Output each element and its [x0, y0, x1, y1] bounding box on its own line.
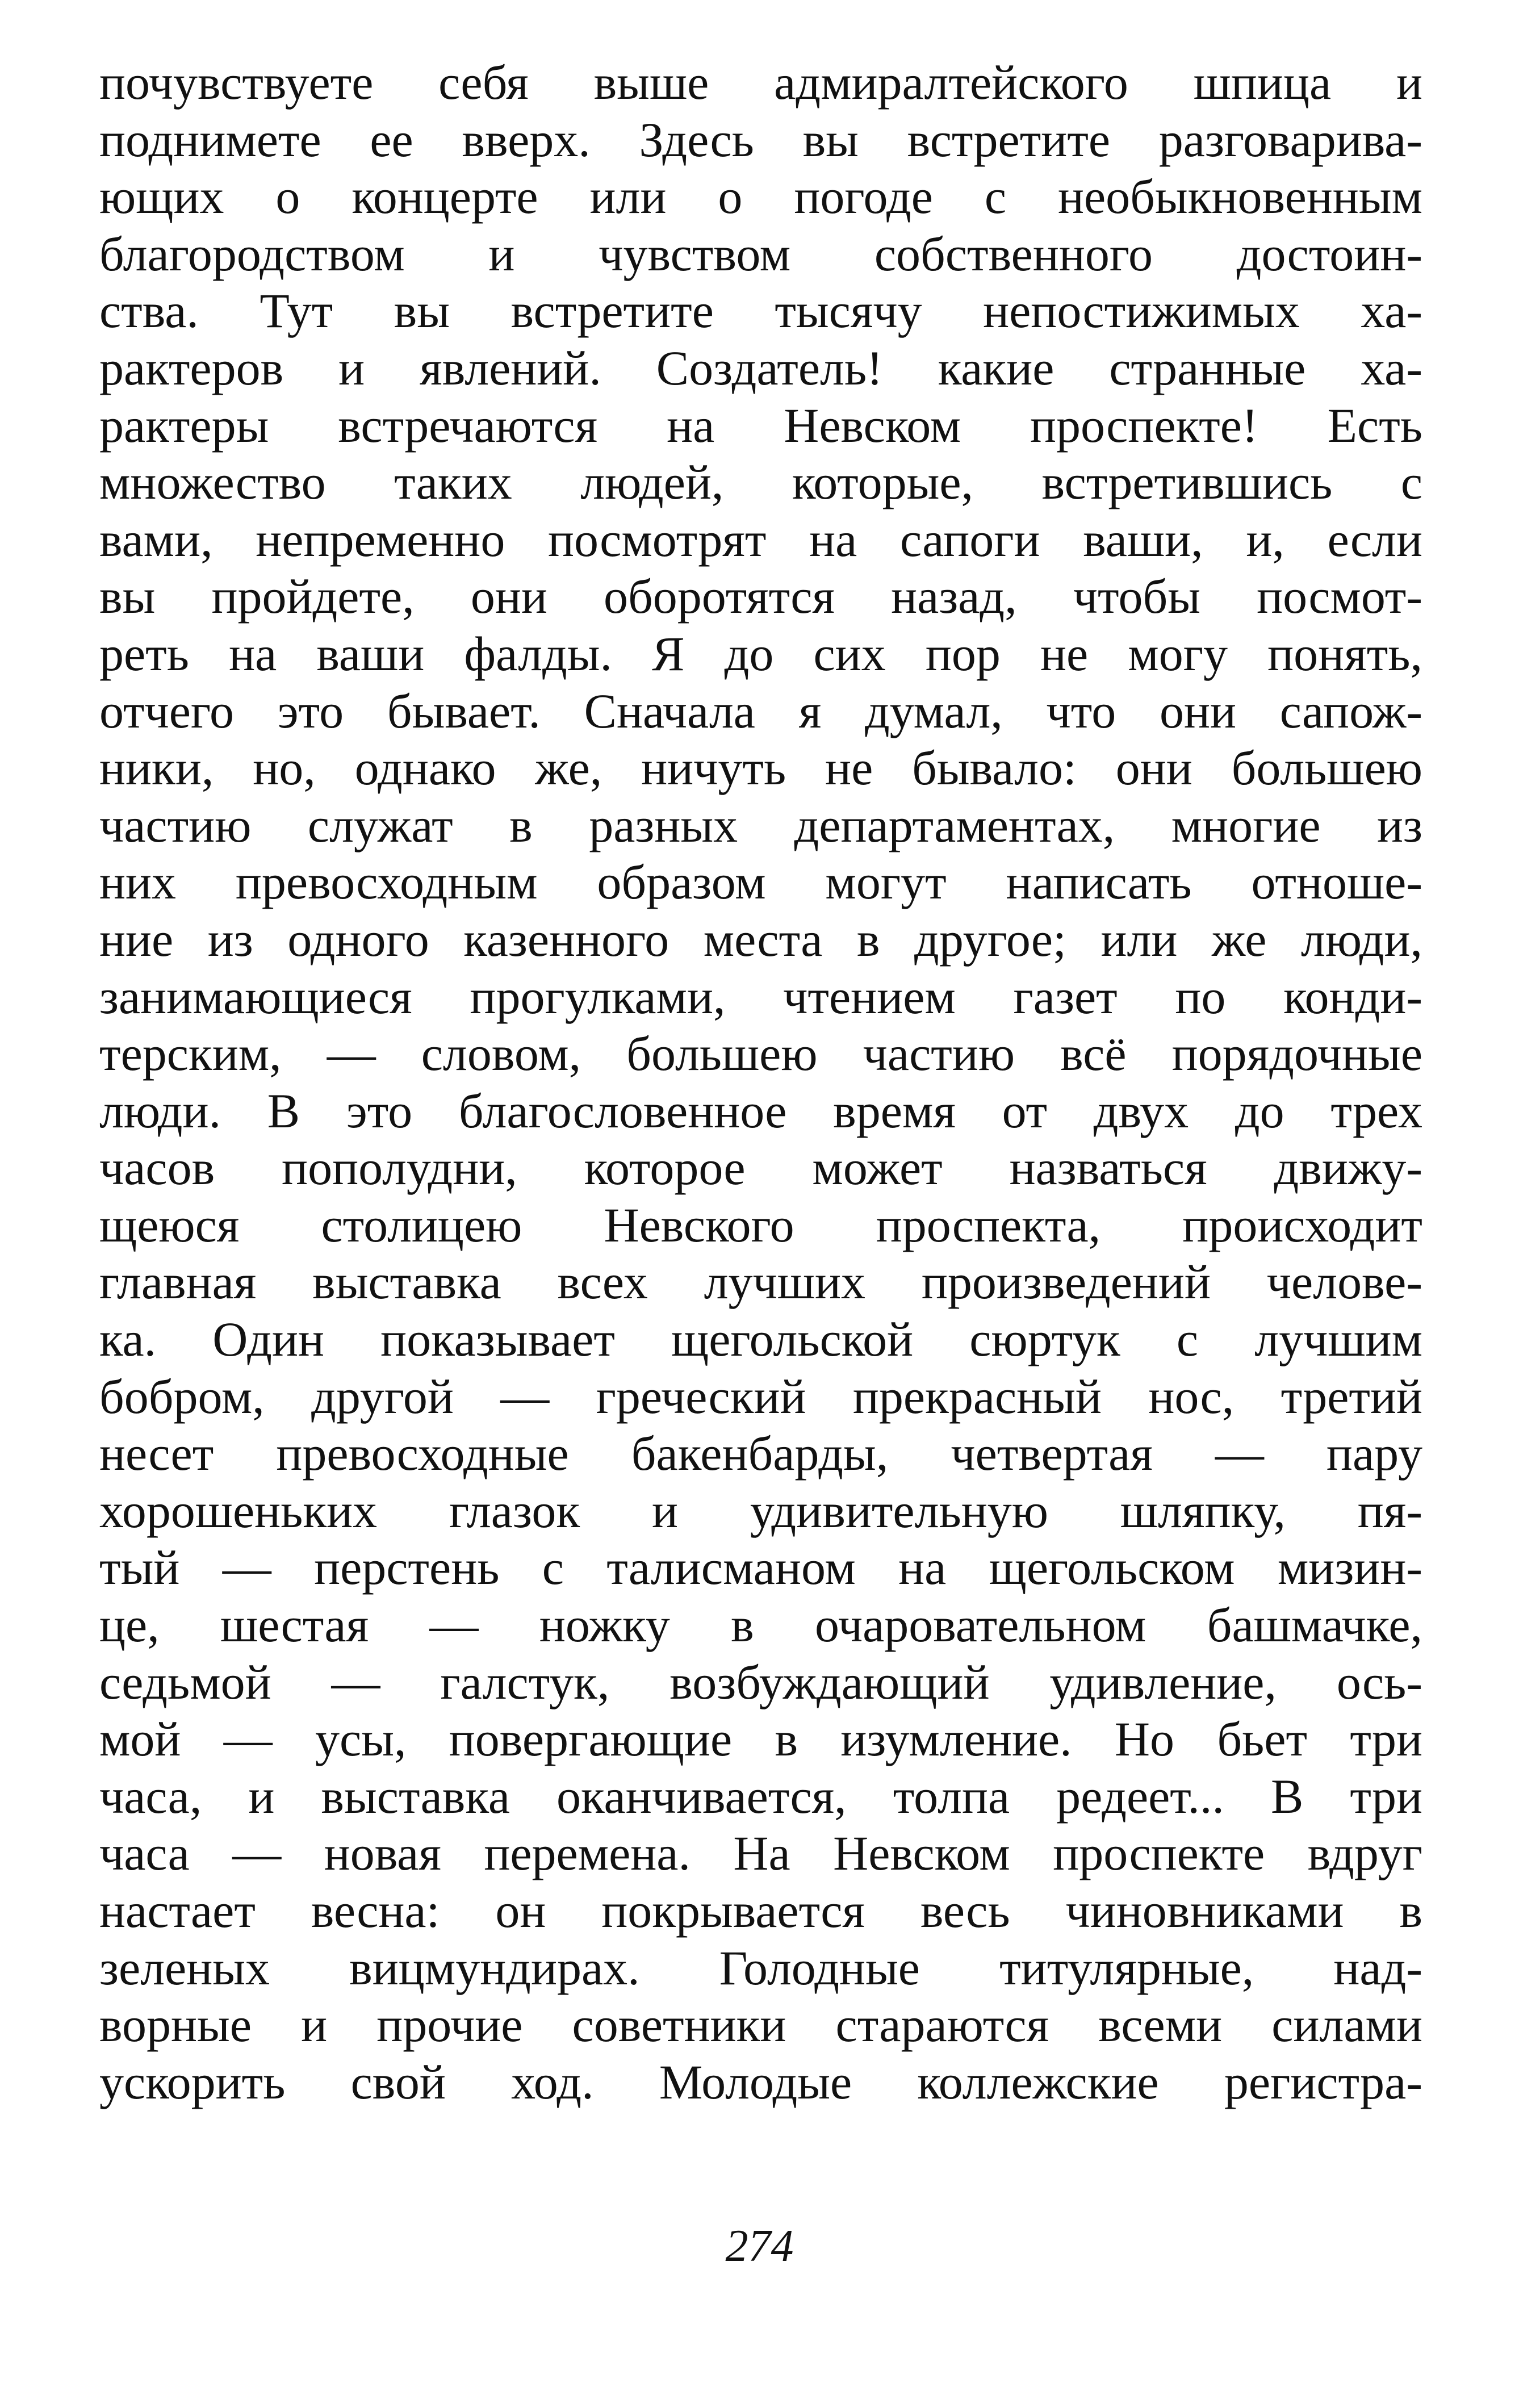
text-line: рактеров и явлений. Создатель! какие странные ха- [99, 340, 1422, 395]
text-line: тый — перстень с талисманом на щегольском мизин- [99, 1540, 1422, 1595]
body-text [99, 54, 1422, 2110]
text-line: часов пополудни, которое может назваться движу- [99, 1140, 1422, 1195]
text-line: зеленых вицмундирах. Голодные титулярные, над- [99, 1940, 1422, 1995]
text-line: це, шестая — ножку в очаровательном башмачке, [99, 1598, 1422, 1653]
text-line: ворные и прочие советники стараются всеми силами [99, 1997, 1422, 2052]
text-line: бобром, другой — греческий прекрасный нос, третий [99, 1369, 1422, 1424]
text-line: щеюся столицею Невского проспекта, происходит [99, 1197, 1422, 1252]
text-line: ства. Тут вы встретите тысячу непостижимых ха- [99, 283, 1422, 338]
text-line: часа — новая перемена. На Невском проспекте вдруг [99, 1826, 1422, 1881]
text-line: ускорить свой ход. Молодые коллежские регистра- [99, 2054, 1422, 2109]
text-line: ние из одного казенного места в другое; или же люди, [99, 912, 1422, 967]
text-line: благородством и чувством собственного достоин- [99, 226, 1422, 281]
text-line: хорошеньких глазок и удивительную шляпку, пя- [99, 1483, 1422, 1538]
text-line: главная выставка всех лучших произведений челове- [99, 1255, 1422, 1310]
text-line: несет превосходные бакенбарды, четвертая — пару [99, 1426, 1422, 1481]
text-line: седьмой — галстук, возбуждающий удивление, ось- [99, 1654, 1422, 1709]
text-line: терским, — словом, большею частию всё порядочные [99, 1026, 1422, 1081]
text-line: занимающиеся прогулками, чтением газет по конди- [99, 969, 1422, 1024]
text-line: почувствуете себя выше адмиралтейского шпица и [99, 55, 1422, 110]
text-line: ка. Один показывает щегольской сюртук с лучшим [99, 1312, 1422, 1367]
text-line: ники, но, однако же, ничуть не бывало: они большею [99, 741, 1422, 796]
page-number: 274 [725, 2221, 794, 2271]
text-line: них превосходным образом могут написать отноше- [99, 855, 1422, 910]
text-line: частию служат в разных департаментах, многие из [99, 797, 1422, 852]
text-line: настает весна: он покрывается весь чиновниками в [99, 1883, 1422, 1938]
text-line: реть на ваши фалды. Я до сих пор не могу понять, [99, 626, 1422, 681]
text-line: рактеры встречаются на Невском проспекте! Есть [99, 398, 1422, 453]
text-line: люди. В это благословенное время от двух до трех [99, 1083, 1422, 1138]
text-line: ющих о концерте или о погоде с необыкновенным [99, 169, 1422, 224]
text-line: множество таких людей, которые, встретившись с [99, 455, 1422, 510]
text-line: вы пройдете, они оборотятся назад, чтобы посмот- [99, 569, 1422, 624]
text-line: отчего это бывает. Сначала я думал, что они сапож- [99, 683, 1422, 738]
text-line: поднимете ее вверх. Здесь вы встретите разговарива- [99, 112, 1422, 167]
text-line: вами, непременно посмотрят на сапоги ваши, и, если [99, 512, 1422, 567]
text-line: мой — усы, повергающие в изумление. Но бьет три [99, 1712, 1422, 1767]
text-line: часа, и выставка оканчивается, толпа редеет... В три [99, 1769, 1422, 1824]
